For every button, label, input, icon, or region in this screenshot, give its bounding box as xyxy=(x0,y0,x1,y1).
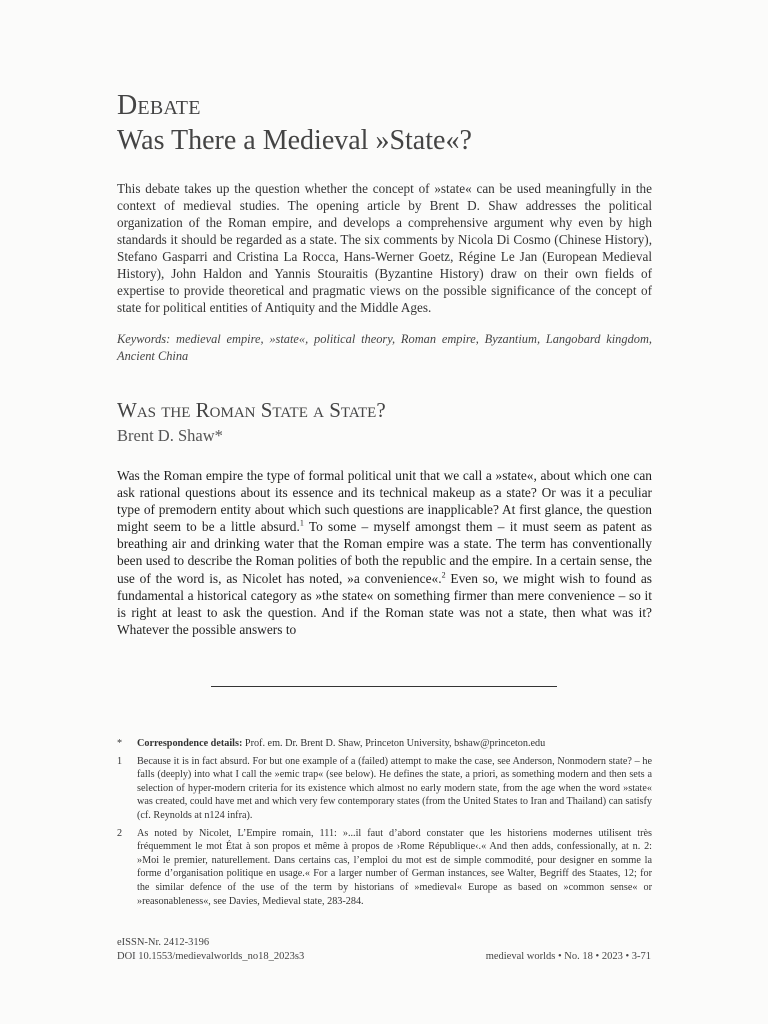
footnote-text: As noted by Nicolet, L’Empire romain, 111: »...il faut d’abord constater que les historiens modernes utilisent très fréquemment le mot État à son propos et même à propos de ›Rome République‹.« And then adds, confessionally, at n. 2: »Moi le premier, naturellement. Dans certains cas, l’emploi du mot est de simple commodité, pour designer en somme la forme d’organisation politique en usage.« For a larger number of German instances, see Walter, Begriff des Staates, 12; for the similar defence of the use of the term by historians of »medieval« Europe as based on »common sense« or »reasonableness«, see Davies, Medieval state, 283-284. xyxy=(137,827,652,907)
footnote-label: Correspondence details: xyxy=(137,738,243,749)
debate-title: Was There a Medieval »State«? xyxy=(117,125,472,156)
body-text-2: To some – myself amongst them – it must seem as patent as breathing air and drinking water that the Roman empire was a state. The term has conventionally been used to describe the Roman polities of both the republic and the empire. In a certain sense, the use of the word is, as Nicolet has noted, »a convenience«. xyxy=(117,519,652,586)
keywords: Keywords: medieval empire, »state«, political theory, Roman empire, Byzantium, Langobard kingdom, Ancient China xyxy=(117,332,652,363)
doi: DOI 10.1553/medievalworlds_no18_2023s3 xyxy=(117,950,305,962)
eissn: eISSN-Nr. 2412-3196 xyxy=(117,937,210,948)
footer-identifiers xyxy=(117,936,304,963)
footnote-1 xyxy=(117,755,652,823)
footnotes xyxy=(117,737,652,912)
article-page xyxy=(117,88,652,638)
footnote-ref-1[interactable]: 1 xyxy=(299,518,304,528)
footnote-2 xyxy=(117,827,652,909)
article-title: Was the Roman State a State? xyxy=(117,398,386,422)
article-body xyxy=(117,467,652,638)
section-heading: Debate xyxy=(117,90,201,121)
footnote-text: Prof. em. Dr. Brent D. Shaw, Princeton University, bshaw@princeton.edu xyxy=(242,738,546,749)
abstract: This debate takes up the question whether the concept of »state« can be used meaningfully in the context of medieval studies. The opening article by Brent D. Shaw addresses the political organization of the Roman empire, and develops a comprehensive argument why even by high standards it should be regarded as a state. The six comments by Nicola Di Cosmo (Chinese History), Stefano Gasparri and Cristina La Rocca, Hans-Werner Goetz, Régine Le Jan (European Medieval History), John Haldon and Yannis Stouraitis (Byzantine History) draw on their own fields of expertise to provide theoretical and pragmatic views on the possible significance of the concept of state for political entities of Antiquity and the Middle Ages. xyxy=(117,181,652,315)
journal-citation: medieval worlds • No. 18 • 2023 • 3-71 xyxy=(485,951,651,962)
footnote-correspondence xyxy=(117,737,652,751)
footnote-ref-2[interactable]: 2 xyxy=(441,570,446,580)
footnote-text: Because it is in fact absurd. For but one example of a (failed) attempt to make the case, see Anderson, Nonmodern state? – he falls (deeply) into what I call the »emic trap« (see below). He defines the state, a priori, as something modern and then sets a selection of hyper-modern criteria for its existence which almost no early modern state, from the age when the word »state« was created, could have met and which very few contemporary states (from the United States to Iran and Thailand) can satisfy (cf. Reynolds at n124 infra). xyxy=(137,755,652,821)
body-text-1: Was the Roman empire the type of formal political unit that we call a »state«, about which one can ask rational questions about its essence and its technical makeup as a state? Or was it a peculiar type of premodern entity about which such questions are inapplicable? At first glance, the question might seem to be a little absurd. xyxy=(117,468,652,535)
footnote-mark: 2 xyxy=(117,827,123,839)
footnote-mark: 1 xyxy=(117,755,123,767)
article-author: Brent D. Shaw* xyxy=(117,426,223,445)
footnote-divider xyxy=(211,686,557,687)
footnote-mark: * xyxy=(117,738,123,749)
body-text-3: Even so, we might wish to found as fundamental a historical category as »the state« on something firmer than mere convenience – so it is right at least to ask the question. And if the Roman state was not a state, then what was it? Whatever the possible answers to xyxy=(117,570,652,637)
